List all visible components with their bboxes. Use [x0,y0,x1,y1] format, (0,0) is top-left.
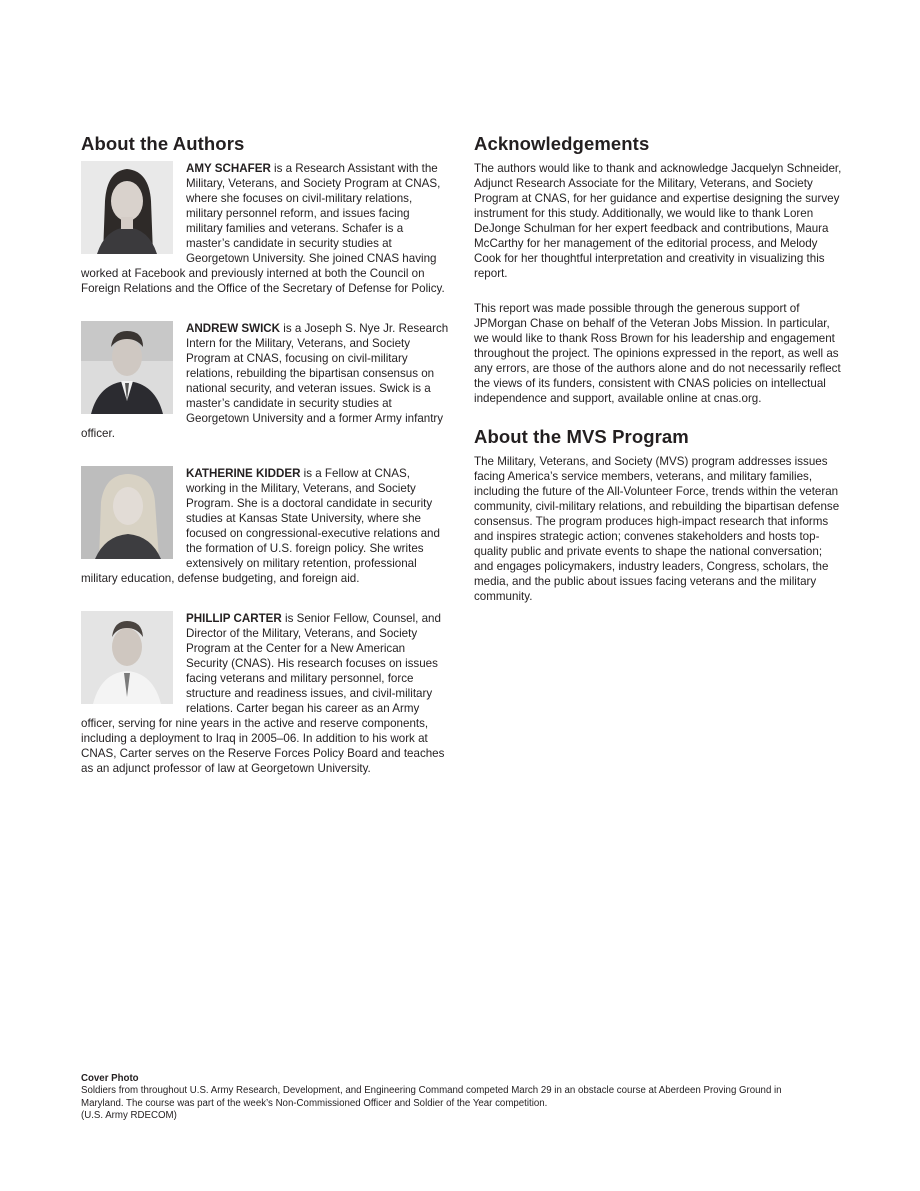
cover-photo-description: Soldiers from throughout U.S. Army Research, Development, and Engineering Command competed March 29 in an obstacle course at Aberdeen Proving Ground in Maryland. The course was part of the week’s Non-Commissioned Officer and Soldier of the Year competition. [81,1085,782,1109]
author-name: ANDREW SWICK [186,322,281,335]
authors-heading: About the Authors [81,133,245,154]
acknowledgements-paragraph: The authors would like to thank and acknowledge Jacquelyn Schneider, Adjunct Research Associate for the Military, Veterans, and Society Program at CNAS, for her guidance and expertise designing the survey instrument for this study. Additionally, we would like to thank Loren DeJonge Schulman for her expert feedback and contributions, Maura McCarthy for her management of the editorial process, and Melody Cook for her thoughtful interpretation and creativity in visualizing this report. [474,162,842,280]
cover-photo-title: Cover Photo [81,1073,139,1084]
cover-photo-caption [81,1073,821,1122]
mvs-program-heading: About the MVS Program [474,426,689,447]
cover-photo-credit: (U.S. Army RDECOM) [81,1109,177,1121]
author-photo [81,321,173,414]
author-name: PHILLIP CARTER [186,612,282,625]
author-description: is a Joseph S. Nye Jr. Research Intern for the Military, Veterans, and Society Program at CNAS, focusing on civil-military relations, rebuilding the bipartisan consensus on national security, and veteran issues. Swick is a master’s candidate in security studies at Georgetown University and a former Army infantry officer. [81,322,449,440]
author-description: is a Fellow at CNAS, working in the Military, Veterans, and Society Program. She is a doctoral candidate in security studies at Kansas State University, where she focused on congressional-executive relations and the formation of U.S. foreign policy. She writes extensively on military retention, professional military education, defense budgeting, and foreign aid. [81,467,440,585]
mvs-program-paragraph: The Military, Veterans, and Society (MVS) program addresses issues facing America’s service members, veterans, and military families, including the future of the All-Volunteer Force, trends within the veteran community, civil-military relations, and rebuilding the bipartisan defense consensus. The program produces high-impact research that informs and inspires strategic action; convenes stakeholders and hosts top-quality public and private events to shape the national conversation; and engages policymakers, industry leaders, Congress, scholars, the media, and the public about issues facing veterans and the military community. [474,455,840,603]
author-description: is Senior Fellow, Counsel, and Director of the Military, Veterans, and Society Program at the Center for a New American Security (CNAS). His research focuses on issues facing veterans and military personnel, force structure and readiness issues, and civil-military relations. Carter began his career as an Army officer, serving for nine years in the active and reserve components, including a deployment to Iraq in 2005–06. In addition to his work at CNAS, Carter serves on the Reserve Forces Policy Board and teaches as an adjunct professor of law at Georgetown University. [81,612,445,775]
author-photo [81,161,173,254]
author-bio [81,466,449,586]
author-description: is a Research Assistant with the Military, Veterans, and Society Program at CNAS, where she focuses on civil-military relations, military personnel reform, and issues facing military families and veterans. Schafer is a master’s candidate in security studies at Georgetown University. She joined CNAS having worked at Facebook and previously interned at both the Council on Foreign Relations and the Office of the Secretary of Defense for Policy. [81,162,445,295]
author-bio [81,321,449,441]
author-name: AMY SCHAFER [186,162,271,175]
author-photo [81,611,173,704]
acknowledgements-column [474,133,842,624]
author-bio [81,611,449,776]
authors-column [81,133,449,801]
author-name: KATHERINE KIDDER [186,467,301,480]
author-photo [81,466,173,559]
acknowledgements-heading: Acknowledgements [474,133,650,154]
acknowledgements-paragraph: This report was made possible through the generous support of JPMorgan Chase on behalf of the Veteran Jobs Mission. In particular, we would like to thank Ross Brown for his leadership and engagement throughout the project. The opinions expressed in the report, as well as any errors, are those of the authors alone and do not necessarily reflect the views of its funders, consistent with CNAS policies on intellectual independence and support, available online at cnas.org. [474,302,841,405]
author-bio [81,161,449,296]
